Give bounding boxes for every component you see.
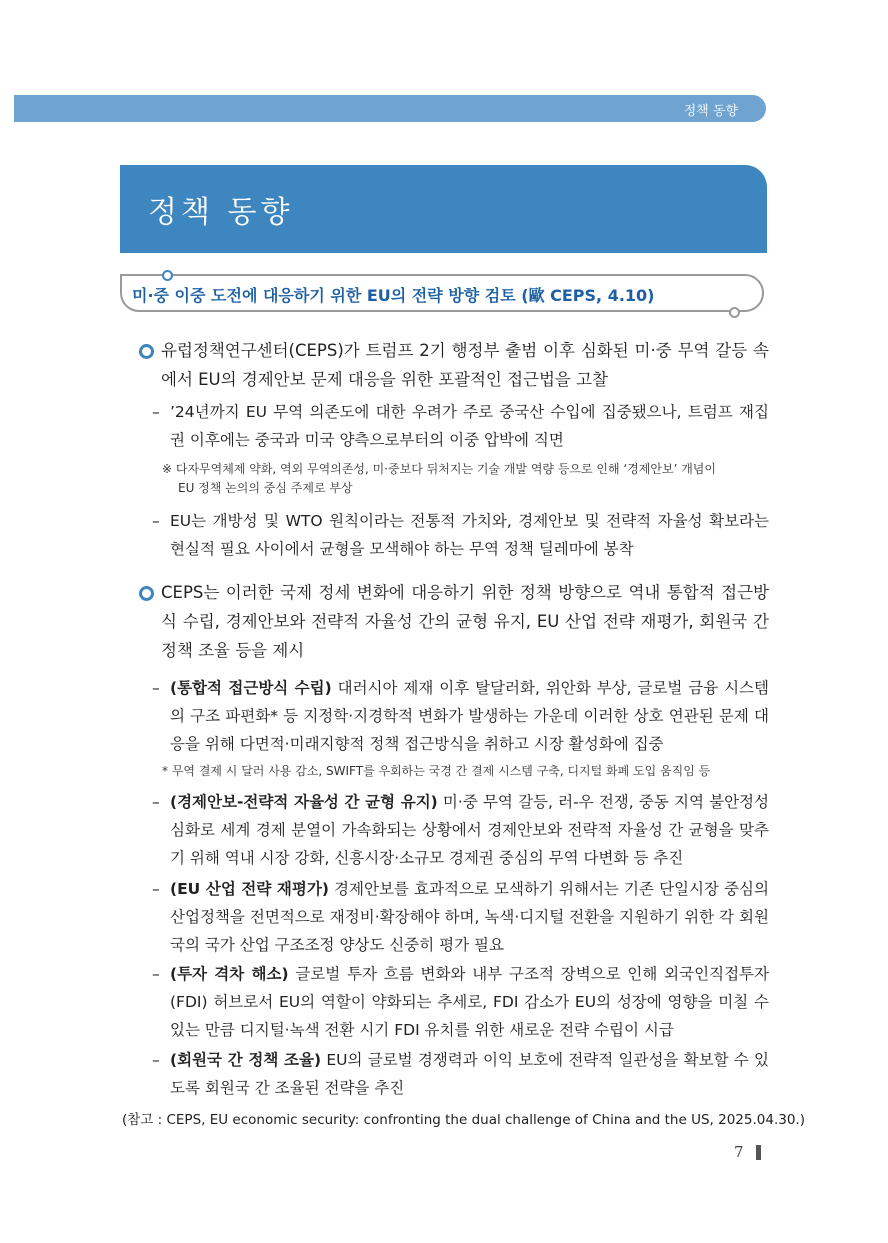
dash-heading: (회원국 간 정책 조율) xyxy=(170,1051,322,1069)
topic-decor-dot xyxy=(162,270,173,281)
footnote xyxy=(162,460,769,498)
dash-item xyxy=(152,875,769,959)
dash-heading: (EU 산업 전략 재평가) xyxy=(170,880,329,898)
bullet-circle-icon xyxy=(139,586,154,601)
dash-text: ’24년까지 EU 무역 의존도에 대한 우려가 주로 중국산 수입에 집중됐으나, 트럼프 재집권 이후에는 중국과 미국 양측으로부터의 이중 압박에 직면 xyxy=(170,403,769,449)
page-number: 7 xyxy=(734,1143,744,1161)
footnote-line: EU 정책 논의의 중심 주제로 부상 xyxy=(178,481,353,495)
bullet-text: 유럽정책연구센터(CEPS)가 트럼프 2기 행정부 출범 이후 심화된 미·중 무역 갈등 속에서 EU의 경제안보 문제 대응을 위한 포괄적인 접근법을 고찰 xyxy=(161,341,769,389)
topic-title-box xyxy=(120,274,764,312)
dash-body: 글로벌 투자 흐름 변화와 내부 구조적 장벽으로 인해 외국인직접투자(FDI) 허브로서 EU의 역할이 약화되는 추세로, FDI 감소가 EU의 성장에 영향을 미칠 수 있는 만큼 디지털·녹색 전환 시기 FDI 유치를 위한 새로운 전략 수립이 시급 xyxy=(170,965,769,1039)
dash-body: EU의 글로벌 경쟁력과 이익 보호에 전략적 일관성을 확보할 수 있도록 회원국 간 조율된 전략을 추진 xyxy=(170,1051,769,1097)
dash-item xyxy=(152,398,769,454)
dash-text xyxy=(170,875,769,959)
topic-decor-dot xyxy=(729,307,740,318)
dash-text xyxy=(170,674,769,758)
dash-body: 미·중 무역 갈등, 러-우 전쟁, 중동 지역 불안정성 심화로 세계 경제 분열이 가속화되는 상황에서 경제안보와 전략적 자율성 간 균형을 맞추기 위해 역내 시장 강화, 신흥시장·소규모 경제권 중심의 무역 다변화 등 추진 xyxy=(170,793,769,867)
dash-marker: – xyxy=(152,793,160,811)
dash-text: EU는 개방성 및 WTO 원칙이라는 전통적 가치와, 경제안보 및 전략적 자율성 확보라는 현실적 필요 사이에서 균형을 모색해야 하는 무역 정책 딜레마에 봉착 xyxy=(170,512,769,558)
reference-text: (참고 : CEPS, EU economic security: confronting the dual challenge of China and the US, 2025.04.30.) xyxy=(122,1112,805,1128)
dash-body: 대러시아 제재 이후 탈달러화, 위안화 부상, 글로벌 금융 시스템의 구조 파편화* 등 지정학·지경학적 변화가 발생하는 가운데 이러한 상호 연관된 문제 대응을 위해 다면적·미래지향적 정책 접근방식을 취하고 시장 활성화에 집중 xyxy=(170,679,770,753)
dash-marker: – xyxy=(152,512,160,530)
dash-marker: – xyxy=(152,403,160,421)
dash-marker: – xyxy=(152,880,160,898)
footnote-line: ※ 다자무역체제 약화, 역외 무역의존성, 미·중보다 뒤처지는 기술 개발 역량 등으로 인해 ‘경제안보’ 개념이 xyxy=(162,462,716,476)
dash-item xyxy=(152,788,769,872)
dash-item xyxy=(152,960,769,1044)
dash-item xyxy=(152,507,769,563)
dash-heading: (투자 격차 해소) xyxy=(170,965,289,983)
bullet-circle-icon xyxy=(139,344,154,359)
dash-item xyxy=(152,674,769,758)
dash-item xyxy=(152,1046,769,1102)
footnote xyxy=(162,762,769,781)
dash-marker: – xyxy=(152,1051,160,1069)
bullet-text: CEPS는 이러한 국제 정세 변화에 대응하기 위한 정책 방향으로 역내 통합적 접근방식 수립, 경제안보와 전략적 자율성 간의 균형 유지, EU 산업 전략 재평가, 회원국 간 정책 조율 등을 제시 xyxy=(161,583,769,660)
header-band-label: 정책 동향 xyxy=(683,104,738,119)
dash-text xyxy=(170,960,769,1044)
dash-text xyxy=(170,788,769,872)
dash-text xyxy=(170,1046,769,1102)
bullet-item xyxy=(139,578,769,665)
section-title-box xyxy=(120,165,767,253)
dash-marker: – xyxy=(152,679,160,697)
dash-heading: (경제안보-전략적 자율성 간 균형 유지) xyxy=(170,793,438,811)
dash-marker: – xyxy=(152,965,160,983)
bullet-item xyxy=(139,336,769,394)
header-band xyxy=(14,95,766,122)
page-number-bar xyxy=(756,1145,761,1160)
topic-title: 미·중 이중 도전에 대응하기 위한 EU의 전략 방향 검토 (歐 CEPS, 4.10) xyxy=(132,286,655,305)
dash-body: 경제안보를 효과적으로 모색하기 위해서는 기존 단일시장 중심의 산업정책을 전면적으로 재정비·확장해야 하며, 녹색·디지털 전환을 지원하기 위한 각 회원국의 국가 산업 구조조정 양상도 신중히 평가 필요 xyxy=(170,880,770,954)
footnote-line: * 무역 결제 시 달러 사용 감소, SWIFT를 우회하는 국경 간 결제 시스템 구축, 디지털 화폐 도입 움직임 등 xyxy=(162,764,711,778)
section-title: 정책 동향 xyxy=(148,195,294,230)
dash-heading: (통합적 접근방식 수립) xyxy=(170,679,332,697)
